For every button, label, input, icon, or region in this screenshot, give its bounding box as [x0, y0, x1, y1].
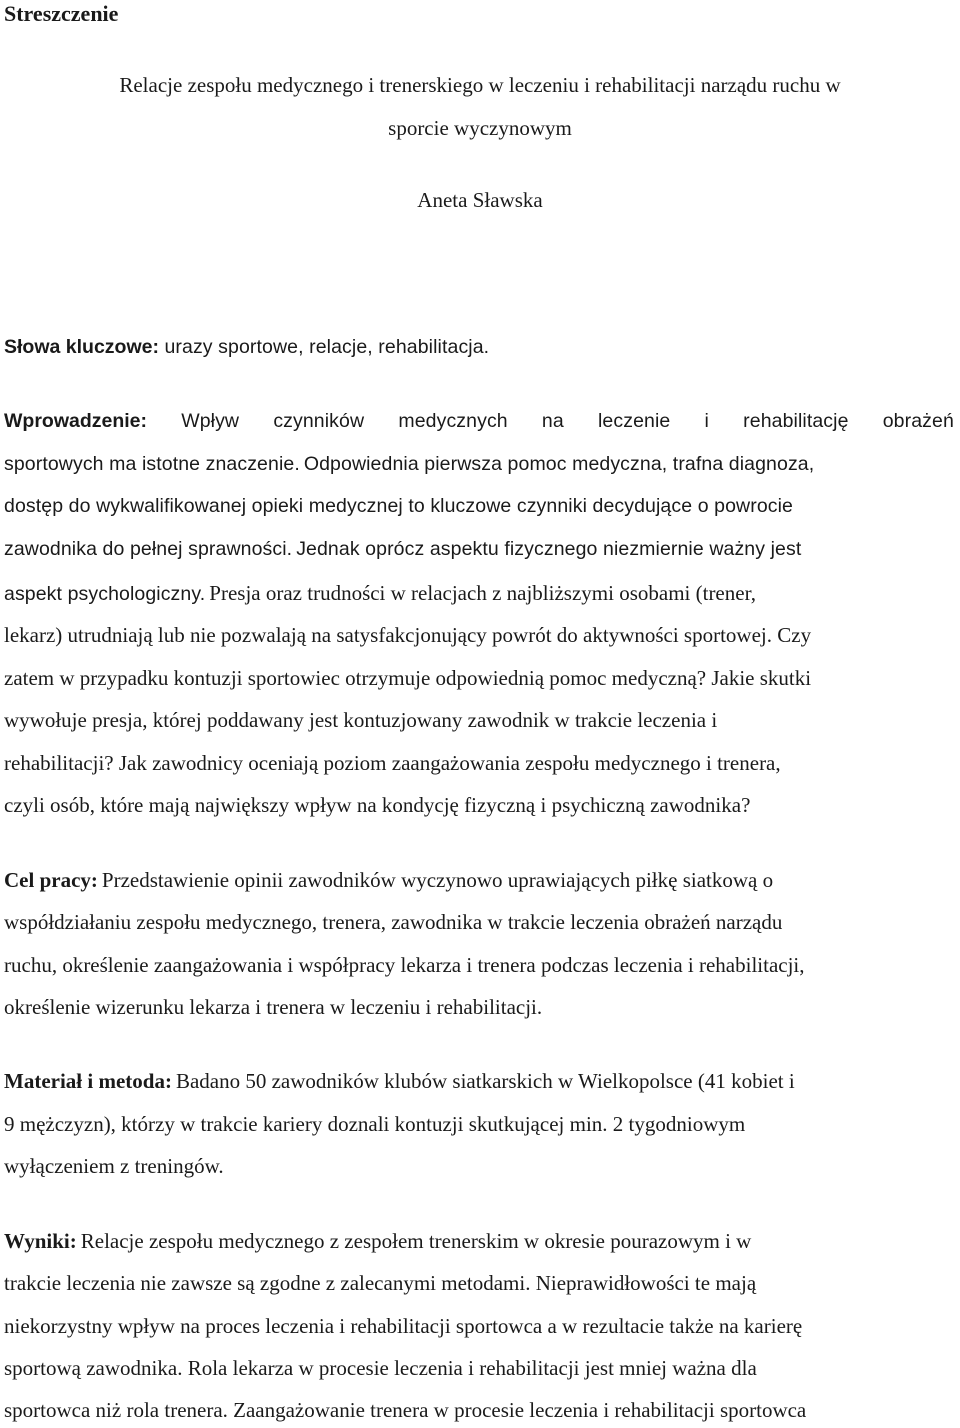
intro-line-1 — [4, 412, 954, 432]
intro-line-5 — [4, 583, 756, 605]
intro-word: i — [704, 410, 709, 432]
method-text: Badano 50 zawodników klubów siatkarskich w Wielkopolsce (41 kobiet i — [175, 1069, 795, 1093]
method-line-2: 9 mężczyzn), którzy w trakcie kariery doznali kontuzji skutkującej min. 2 tygodniowym — [4, 1112, 746, 1136]
aim-line-2: współdziałaniu zespołu medycznego, trenera, zawodnika w trakcie leczenia obrażeń narządu — [4, 910, 783, 934]
keywords-line — [4, 338, 489, 358]
method-label: Materiał i metoda: — [4, 1069, 172, 1093]
keywords-label: Słowa kluczowe: — [4, 336, 159, 358]
intro-line-7: zatem w przypadku kontuzji sportowiec otrzymuje odpowiednią pomoc medyczną? Jakie skutki — [4, 666, 812, 690]
aim-line-1 — [4, 870, 773, 891]
intro-line-8: wywołuje presja, której poddawany jest kontuzjowany zawodnik w trakcie leczenia i — [4, 708, 718, 732]
document-heading: Streszczenie — [4, 1, 119, 26]
intro-text: Jednak oprócz aspektu fizycznego niezmiernie ważny jest — [296, 538, 802, 560]
results-line-1 — [4, 1231, 751, 1252]
intro-line-10: czyli osób, które mają największy wpływ na kondycję fizyczną i psychiczną zawodnika? — [4, 793, 751, 817]
intro-label: Wprowadzenie: — [4, 410, 148, 432]
aim-label: Cel pracy: — [4, 868, 98, 892]
intro-word: Wpływ — [181, 410, 240, 432]
intro-text: sportowych ma istotne znaczenie. — [4, 453, 300, 475]
keywords-text: urazy sportowe, relacje, rehabilitacja. — [158, 336, 490, 358]
intro-word: rehabilitację — [743, 410, 849, 432]
results-line-3: niekorzystny wpływ na proces leczenia i rehabilitacji sportowca a w rezultacie także na karierę — [4, 1314, 803, 1338]
author-name: Aneta Sławska — [417, 188, 543, 212]
aim-line-3: ruchu, określenie zaangażowania i współpracy lekarza i trenera podczas leczenia i rehabilitacji, — [4, 953, 805, 977]
intro-line-6: lekarz) utrudniają lub nie pozwalają na satysfakcjonujący powrót do aktywności sportowej. Czy — [4, 623, 812, 647]
intro-word: czynników — [273, 410, 365, 432]
intro-word: obrażeń — [882, 410, 954, 432]
results-line-4: sportową zawodnika. Rola lekarza w procesie leczenia i rehabilitacji jest mniej ważna dla — [4, 1356, 757, 1380]
intro-word: na — [541, 410, 564, 432]
method-line-1 — [4, 1071, 795, 1092]
paper-title-line-1: Relacje zespołu medycznego i trenerskiego w leczeniu i rehabilitacji narządu ruchu w — [119, 73, 841, 97]
intro-text: Presja oraz trudności w relacjach z najbliższymi osobami (trener, — [209, 581, 756, 605]
intro-word: leczenie — [598, 410, 671, 432]
results-line-2: trakcie leczenia nie zawsze są zgodne z zalecanymi metodami. Nieprawidłowości te mają — [4, 1271, 757, 1295]
aim-text: Przedstawienie opinii zawodników wyczynowo uprawiających piłkę siatkową o — [101, 868, 774, 892]
results-line-5: sportowca niż rola trenera. Zaangażowanie trenera w procesie leczenia i rehabilitacji sportowca — [4, 1398, 807, 1422]
intro-text: aspekt psychologiczny. — [4, 583, 206, 605]
intro-text: Odpowiednia pierwsza pomoc medyczna, trafna diagnoza, — [303, 453, 815, 475]
intro-line-9: rehabilitacji? Jak zawodnicy oceniają poziom zaangażowania zespołu medycznego i trenera, — [4, 751, 781, 775]
intro-line-4 — [4, 540, 801, 560]
intro-word: medycznych — [398, 410, 508, 432]
aim-line-4: określenie wizerunku lekarza i trenera w leczeniu i rehabilitacji. — [4, 995, 543, 1019]
intro-text: zawodnika do pełnej sprawności. — [4, 538, 293, 560]
results-label: Wyniki: — [4, 1229, 77, 1253]
results-text: Relacje zespołu medycznego z zespołem trenerskim w okresie pourazowym i w — [80, 1229, 752, 1253]
intro-line-3: dostęp do wykwalifikowanej opieki medycznej to kluczowe czynniki decydujące o powrocie — [4, 495, 793, 517]
paper-title-line-2: sporcie wyczynowym — [388, 116, 572, 140]
intro-line-2 — [4, 455, 814, 475]
method-line-3: wyłączeniem z treningów. — [4, 1154, 224, 1178]
